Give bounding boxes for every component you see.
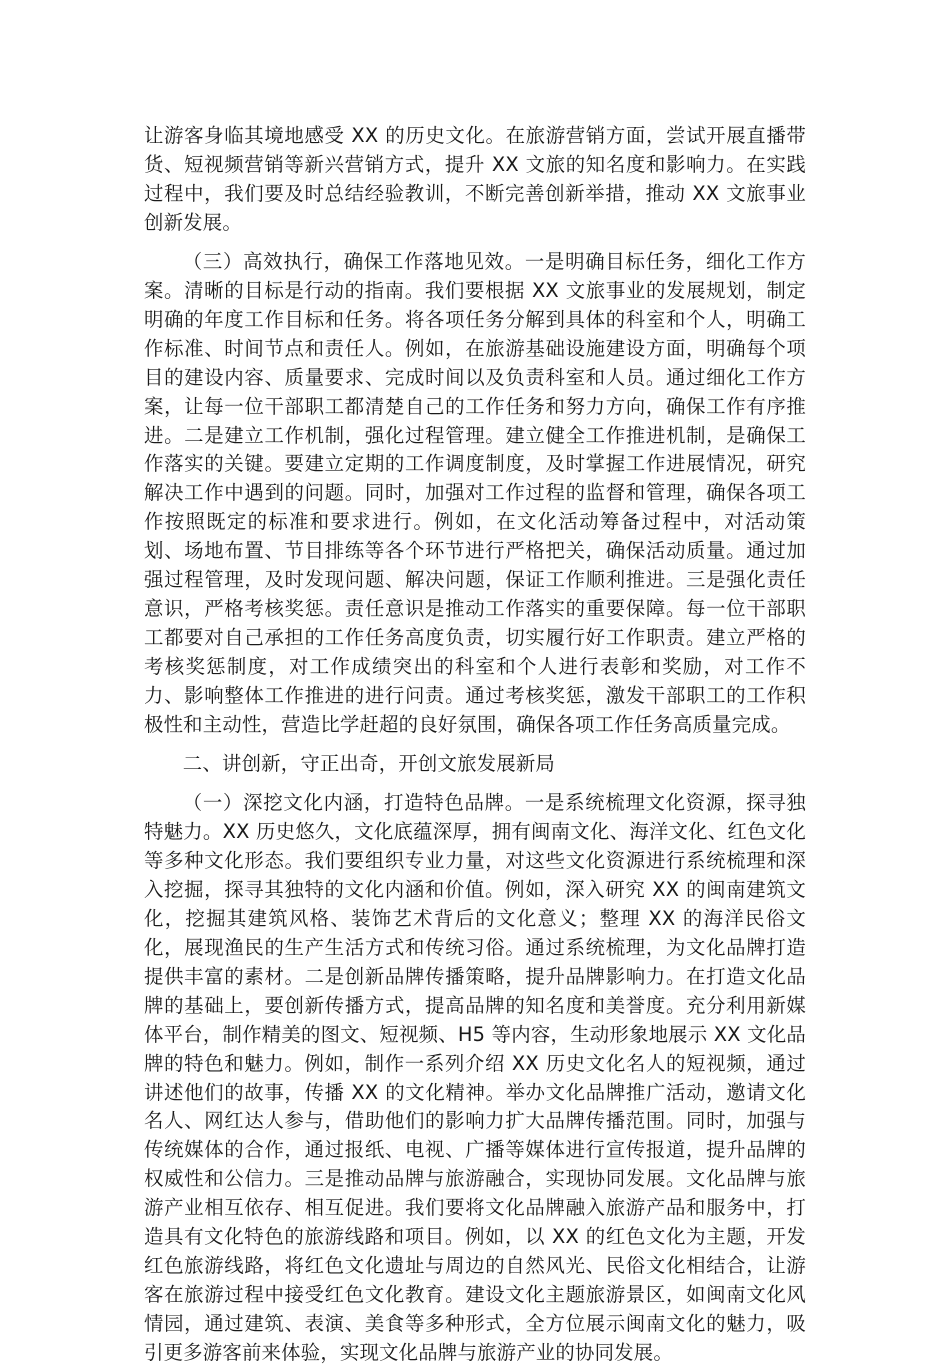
section-heading-two: 二、讲创新，守正出奇，开创文旅发展新局 xyxy=(182,752,556,776)
paragraph-section-three: （三）高效执行，确保工作落地见效。一是明确目标任务，细化工作方案。清晰的目标是行动的指南。我们要根据 XX 文旅事业的发展规划，制定明确的年度工作目标和任务。将各项任务分解到具体的科室和个人，明确工作标准、时间节点和责任人。例如，在旅游基础设施建设方面，明确每个项目的建设内容、质量要求、完成时间以及负责科室和人员。通过细化工作方案，让每一位干部职工都清楚自己的工作任务和努力方向，确保工作有序推进。二是建立工作机制，强化过程管理。建立健全工作推进机制，是确保工作落实的关键。要建立定期的工作调度制度，及时掌握工作进展情况，研究解决工作中遇到的问题。同时，加强对工作过程的监督和管理，确保各项工作按照既定的标准和要求进行。例如，在文化活动筹备过程中，对活动策划、场地布置、节目排练等各个环节进行严格把关，确保活动质量。通过加强过程管理，及时发现问题、解决问题，保证工作顺利推进。三是强化责任意识，严格考核奖惩。责任意识是推动工作落实的重要保障。每一位干部职工都要对自己承担的工作任务高度负责，切实履行好工作职责。建立严格的考核奖惩制度，对工作成绩突出的科室和个人进行表彰和奖励，对工作不力、影响整体工作推进的进行问责。通过考核奖惩，激发干部职工的工作积极性和主动性，营造比学赶超的良好氛围，确保各项工作任务高质量完成。 xyxy=(144,249,806,737)
document-body xyxy=(144,122,806,1368)
paragraph-continuation: 让游客身临其境地感受 XX 的历史文化。在旅游营销方面，尝试开展直播带货、短视频营销等新兴营销方式，提升 XX 文旅的知名度和影响力。在实践过程中，我们要及时总结经验教训，不断完善创新举措，推动 XX 文旅事业创新发展。 xyxy=(144,124,806,234)
paragraph-subsection-one: （一）深挖文化内涵，打造特色品牌。一是系统梳理文化资源，探寻独特魅力。XX 历史悠久，文化底蕴深厚，拥有闽南文化、海洋文化、红色文化等多种文化形态。我们要组织专业力量，对这些文化资源进行系统梳理和深入挖掘，探寻其独特的文化内涵和价值。例如，深入研究 XX 的闽南建筑文化，挖掘其建筑风格、装饰艺术背后的文化意义；整理 XX 的海洋民俗文化，展现渔民的生产生活方式和传统习俗。通过系统梳理，为文化品牌打造提供丰富的素材。二是创新品牌传播策略，提升品牌影响力。在打造文化品牌的基础上，要创新传播方式，提高品牌的知名度和美誉度。充分利用新媒体平台，制作精美的图文、短视频、H5 等内容，生动形象地展示 XX 文化品牌的特色和魅力。例如，制作一系列介绍 XX 历史文化名人的短视频，通过讲述他们的故事，传播 XX 的文化精神。举办文化品牌推广活动，邀请文化名人、网红达人参与，借助他们的影响力扩大品牌传播范围。同时，加强与传统媒体的合作，通过报纸、电视、广播等媒体进行宣传报道，提升品牌的权威性和公信力。三是推动品牌与旅游融合，实现协同发展。文化品牌与旅游产业相互依存、相互促进。我们要将文化品牌融入旅游产品和服务中，打造具有文化特色的旅游线路和项目。例如，以 XX 的红色文化为主题，开发红色旅游线路，将红色文化遗址与周边的自然风光、民俗文化相结合，让游客在旅游过程中接受红色文化教育。建设文化主题旅游景区，如闽南文化风情园，通过建筑、表演、美食等多种形式，全方位展示闽南文化的魅力，吸引更多游客前来体验，实现文化品牌与旅游产业的协同发展。 xyxy=(144,790,806,1365)
